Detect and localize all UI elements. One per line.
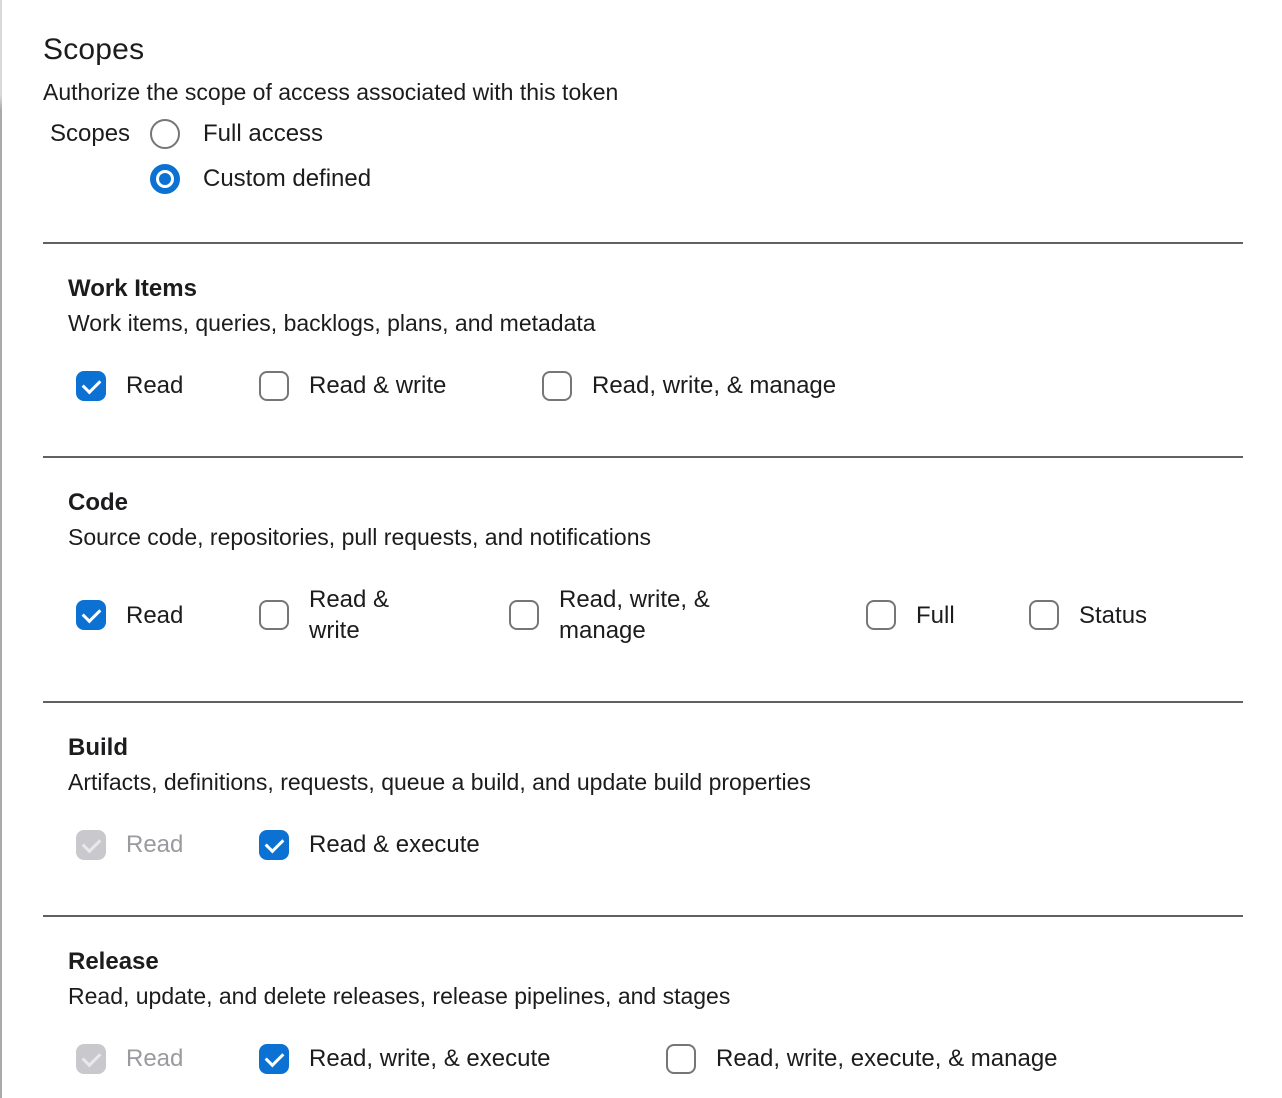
section-work-items <box>68 274 1282 401</box>
section-title: Build <box>68 734 128 761</box>
section-title: Work Items <box>68 275 197 302</box>
page-subtitle: Authorize the scope of access associated with this token <box>43 79 619 105</box>
build-read-execute-checkbox[interactable] <box>259 830 289 860</box>
checkbox-label: Read, write, & execute <box>309 1045 551 1072</box>
code-options-row <box>76 584 1282 646</box>
checkbox-label: Read <box>126 1045 184 1072</box>
section-code <box>68 488 1282 646</box>
checkbox-label: Read, write, & manage <box>559 586 710 644</box>
checkbox-label: Read & execute <box>309 831 480 858</box>
section-title: Release <box>68 948 159 975</box>
scope-mode-row-full-access <box>50 119 1282 149</box>
build-options-row <box>76 829 1282 860</box>
release-options-row <box>76 1043 1282 1074</box>
section-description: Read, update, and delete releases, release pipelines, and stages <box>68 983 731 1009</box>
option-code-full <box>866 600 1029 631</box>
option-release-read <box>76 1043 259 1074</box>
checkbox-label: Full <box>916 601 955 629</box>
checkbox-label: Read & write <box>309 372 447 399</box>
option-code-read-write <box>259 584 509 646</box>
section-release <box>68 947 1282 1074</box>
checkbox-label: Read <box>126 601 184 629</box>
code-read-write-manage-checkbox[interactable] <box>509 600 539 630</box>
section-divider <box>43 456 1243 458</box>
section-divider <box>43 701 1243 703</box>
custom-defined-radio[interactable] <box>150 164 180 194</box>
option-code-read <box>76 600 259 631</box>
section-description: Work items, queries, backlogs, plans, and metadata <box>68 310 596 336</box>
page-title: Scopes <box>43 33 145 66</box>
release-read-checkbox-disabled <box>76 1044 106 1074</box>
section-divider <box>43 242 1243 244</box>
full-access-radio[interactable] <box>150 119 180 149</box>
release-read-write-execute-manage-checkbox[interactable] <box>666 1044 696 1074</box>
checkbox-label: Read, write, execute, & manage <box>716 1045 1058 1072</box>
checkbox-label: Read <box>126 372 184 399</box>
section-description: Artifacts, definitions, requests, queue a build, and update build properties <box>68 769 811 795</box>
work-items-read-write-manage-checkbox[interactable] <box>542 371 572 401</box>
option-work-items-read <box>76 370 259 401</box>
checkbox-label: Status <box>1079 601 1148 629</box>
custom-defined-radio-label: Custom defined <box>203 165 372 192</box>
scopes-field-label: Scopes <box>50 120 131 147</box>
code-read-checkbox[interactable] <box>76 600 106 630</box>
option-work-items-read-write <box>259 370 542 401</box>
option-build-read <box>76 829 259 860</box>
work-items-options-row <box>76 370 1282 401</box>
checkbox-label: Read & write <box>309 586 390 644</box>
build-read-checkbox-disabled <box>76 830 106 860</box>
code-full-checkbox[interactable] <box>866 600 896 630</box>
work-items-read-write-checkbox[interactable] <box>259 371 289 401</box>
option-code-read-write-manage <box>509 584 866 646</box>
code-read-write-checkbox[interactable] <box>259 600 289 630</box>
full-access-radio-label: Full access <box>203 120 324 147</box>
option-code-status <box>1029 600 1147 631</box>
section-title: Code <box>68 489 128 516</box>
option-work-items-read-write-manage <box>542 370 836 401</box>
option-build-read-execute <box>259 829 480 860</box>
option-release-read-write-execute-manage <box>666 1043 1058 1074</box>
checkbox-label: Read <box>126 831 184 858</box>
section-divider <box>43 915 1243 917</box>
scope-mode-row-custom-defined <box>150 164 1282 194</box>
window-left-border <box>0 0 2 1098</box>
section-description: Source code, repositories, pull requests, and notifications <box>68 524 651 550</box>
release-read-write-execute-checkbox[interactable] <box>259 1044 289 1074</box>
section-build <box>68 733 1282 860</box>
code-status-checkbox[interactable] <box>1029 600 1059 630</box>
work-items-read-checkbox[interactable] <box>76 371 106 401</box>
option-release-read-write-execute <box>259 1043 666 1074</box>
checkbox-label: Read, write, & manage <box>592 372 837 399</box>
